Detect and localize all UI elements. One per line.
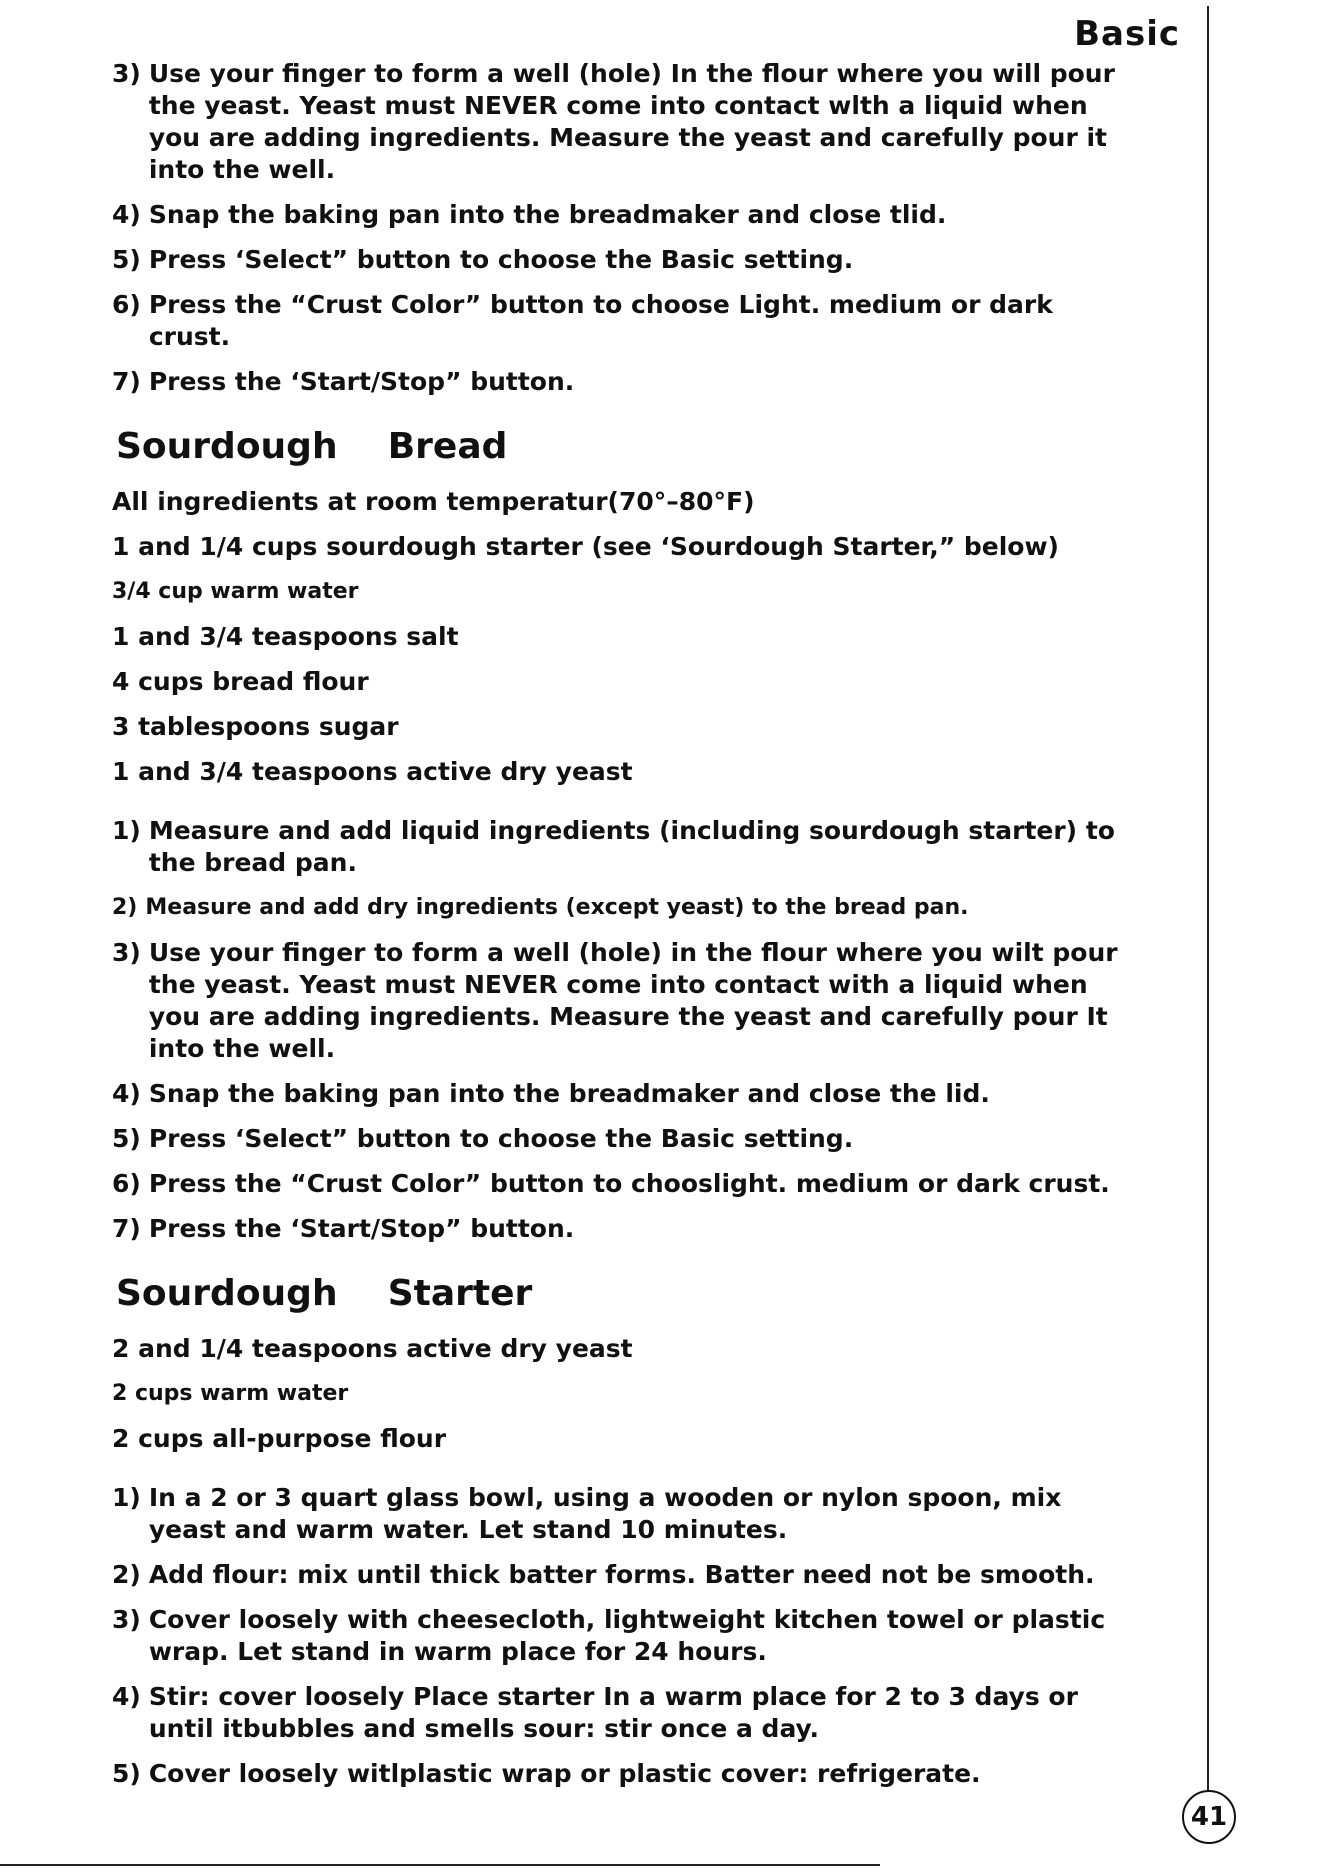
sourdough-starter-heading: Sourdough Starter: [116, 1273, 533, 1314]
step-text: Press the ‘Start/Stop” button.: [148, 367, 575, 396]
step-item: [112, 1482, 1172, 1546]
step-item: [112, 892, 1172, 924]
starter-steps: [112, 1482, 1172, 1790]
step-number: 4): [112, 1079, 141, 1108]
step-number: 5): [112, 245, 141, 274]
step-text: Stir: cover loosely Place starter In a warm place for 2 to 3 days or until itbubbles and smells sour: stir once a day.: [148, 1682, 1078, 1743]
step-item: [112, 937, 1172, 1065]
step-item: [112, 289, 1172, 353]
bottom-rule: [0, 1864, 880, 1866]
step-number: 1): [112, 816, 141, 845]
bread-ingredient-list: [112, 531, 1172, 788]
basic-steps: [112, 58, 1172, 398]
step-number: 6): [112, 290, 141, 319]
step-item: [112, 1604, 1172, 1668]
step-number: 2): [112, 895, 138, 920]
step-text: In a 2 or 3 quart glass bowl, using a wooden or nylon spoon, mix yeast and warm water. Let stand 10 minutes.: [148, 1483, 1062, 1544]
step-number: 6): [112, 1169, 141, 1198]
step-item: [112, 1168, 1172, 1200]
step-item: [112, 815, 1172, 879]
step-number: 5): [112, 1124, 141, 1153]
step-text: Use your finger to form a well (hole) in the flour where you wilt pour the yeast. Yeast must NEVER come into contact with a liquid when you are adding ingredients. Measure the yeast and carefully pour It into the well.: [148, 938, 1118, 1063]
ingredient-item: 1 and 3/4 teaspoons active dry yeast: [112, 757, 633, 786]
step-number: 2): [112, 1560, 141, 1589]
ingredients-note: All ingredients at room temperatur(70°–80°F): [112, 487, 755, 516]
ingredient-item: 3 tablespoons sugar: [112, 712, 399, 741]
step-item: [112, 244, 1172, 276]
ingredient-item: 3/4 cup warm water: [112, 579, 359, 604]
step-number: 4): [112, 1682, 141, 1711]
right-margin-rule: [1207, 6, 1209, 1796]
step-number: 5): [112, 1759, 141, 1788]
step-number: 7): [112, 367, 141, 396]
bread-steps: [112, 815, 1172, 1245]
step-item: [112, 1559, 1172, 1591]
step-text: Press ‘Select” button to choose the Basic setting.: [148, 245, 854, 274]
step-text: Snap the baking pan into the breadmaker and close the lid.: [148, 1079, 990, 1108]
step-item: [112, 199, 1172, 231]
step-item: [112, 1758, 1172, 1790]
ingredient-item: 2 cups all-purpose flour: [112, 1424, 447, 1453]
step-text: Use your finger to form a well (hole) In the flour where you will pour the yeast. Yeast must NEVER come into contact wlth a liquid when you are adding ingredients. Measure the yeast and carefully pour it into the well.: [148, 59, 1115, 184]
ingredient-item: 1 and 1/4 cups sourdough starter (see ‘Sourdough Starter,” below): [112, 532, 1059, 561]
step-number: 7): [112, 1214, 141, 1243]
step-text: Add flour: mix until thick batter forms. Batter need not be smooth.: [148, 1560, 1095, 1589]
step-text: Press the “Crust Color” button to choose Light. medium or dark crust.: [148, 290, 1053, 351]
step-text: Press the ‘Start/Stop” button.: [148, 1214, 575, 1243]
step-number: 4): [112, 200, 141, 229]
ingredient-item: 2 cups warm water: [112, 1381, 349, 1406]
step-text: Cover loosely with cheesecloth, lightweight kitchen towel or plastic wrap. Let stand in warm place for 24 hours.: [148, 1605, 1106, 1666]
step-number: 1): [112, 1483, 141, 1512]
step-text: Press the “Crust Color” button to chooslight. medium or dark crust.: [148, 1169, 1110, 1198]
ingredient-item: 2 and 1/4 teaspoons active dry yeast: [112, 1334, 633, 1363]
step-number: 3): [112, 59, 141, 88]
step-text: Measure and add dry ingredients (except yeast) to the bread pan.: [145, 895, 969, 920]
step-item: [112, 1123, 1172, 1155]
ingredient-item: 4 cups bread flour: [112, 667, 369, 696]
step-item: [112, 1213, 1172, 1245]
step-item: [112, 1681, 1172, 1745]
section-tag: Basic: [1074, 14, 1180, 54]
ingredient-item: 1 and 3/4 teaspoons salt: [112, 622, 459, 651]
step-item: [112, 58, 1172, 186]
step-number: 3): [112, 1605, 141, 1634]
step-text: Measure and add liquid ingredients (including sourdough starter) to the bread pan.: [148, 816, 1115, 877]
page-content: [112, 58, 1172, 1803]
step-item: [112, 366, 1172, 398]
page-number: 41: [1182, 1790, 1236, 1844]
starter-ingredient-list: [112, 1333, 1172, 1455]
step-item: [112, 1078, 1172, 1110]
step-text: Cover loosely witlplastic wrap or plastic cover: refrigerate.: [148, 1759, 981, 1788]
sourdough-bread-heading: Sourdough Bread: [116, 426, 508, 467]
step-number: 3): [112, 938, 141, 967]
step-text: Snap the baking pan into the breadmaker and close tlid.: [148, 200, 947, 229]
step-text: Press ‘Select” button to choose the Basic setting.: [148, 1124, 854, 1153]
